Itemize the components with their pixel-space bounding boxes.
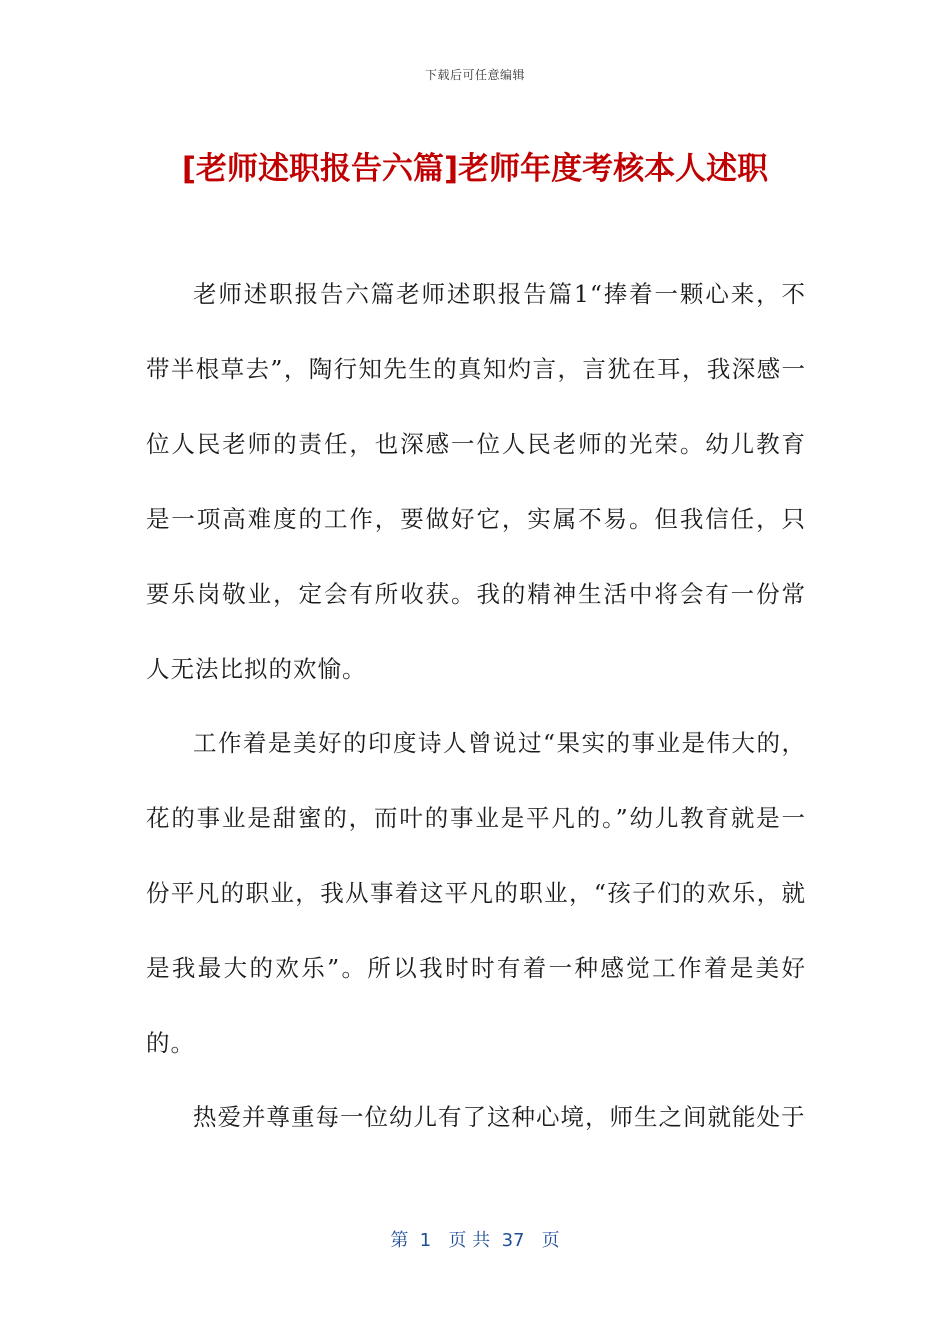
document-title: [老师述职报告六篇]老师年度考核本人述职 xyxy=(181,151,769,187)
paragraph-text: 热爱并尊重每一位幼儿有了这种心境，师生之间就能处于 xyxy=(193,1103,806,1131)
paragraph-text: 工作着是美好的印度诗人曾说过“果实的事业是伟大的，花的事业是甜蜜的，而叶的事业是平凡的。”幼儿教育就是一份平凡的职业，我从事着这平凡的职业，“孩子们的欢乐，就是我最大的欢乐”。所以我时时有着一种感觉工作着是美好的。 xyxy=(146,729,806,1057)
paragraph-text: 老师述职报告六篇老师述职报告篇1“捧着一颗心来，不带半根草去”，陶行知先生的真知灼言，言犹在耳，我深感一位人民老师的责任，也深感一位人民老师的光荣。幼儿教育是一项高难度的工作，要做好它，实属不易。但我信任，只要乐岗敬业，定会有所收获。我的精神生活中将会有一份常人无法比拟的欢愉。 xyxy=(146,280,806,683)
paragraph-3 xyxy=(146,1080,806,1155)
page-number-footer: 第 1 页 共 37 页 xyxy=(390,1230,560,1251)
paragraph-2 xyxy=(146,706,806,1081)
header-note: 下载后可任意编辑 xyxy=(424,68,525,82)
paragraph-1 xyxy=(146,257,806,707)
